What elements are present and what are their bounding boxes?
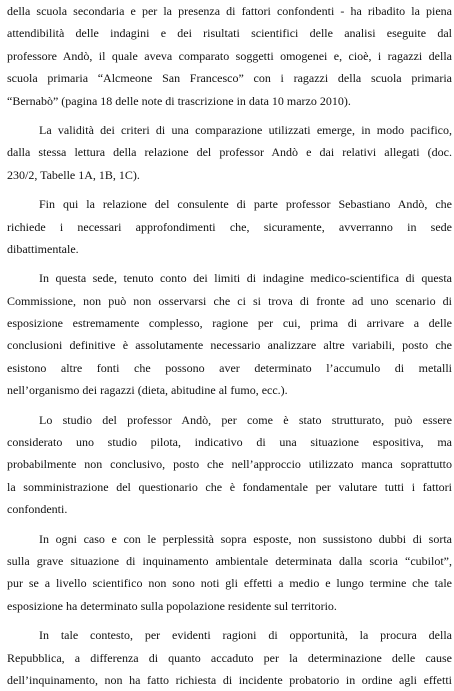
text-line: attendibilità delle indagini e dei risultati scientifici delle analisi eseguite dal bbox=[7, 26, 452, 41]
text-line: 230/2, Tabelle 1A, 1B, 1C). bbox=[7, 167, 140, 182]
text-line: “Bernabò” (pagina 18 delle note di trascrizione in data 10 marzo 2010). bbox=[7, 93, 351, 108]
text-line: In questa sede, tenuto conto dei limiti di indagine medico-scientifica di questa bbox=[39, 271, 452, 286]
text-line: la somministrazione del questionario che è fondamentale per valutare tutti i fattori bbox=[7, 479, 452, 494]
paragraph-1 bbox=[7, 0, 452, 112]
paragraph-6 bbox=[7, 528, 452, 618]
paragraph-3 bbox=[7, 193, 452, 260]
text-line: dibattimentale. bbox=[7, 241, 79, 256]
text-line: Lo studio del professor Andò, per come è stato strutturato, può essere bbox=[39, 412, 452, 427]
text-line: esposizione estremamente complesso, ragione per cui, prima di arrivare a delle bbox=[7, 316, 452, 331]
text-line: conclusioni definitive è assolutamente necessario analizzare altre variabili, posto che bbox=[7, 338, 452, 353]
text-line: Commissione, non può non osservarsi che ci si trova di fronte ad uno scenario di bbox=[7, 293, 452, 308]
text-line: nell’organismo dei ragazzi (dieta, abitudine al fumo, ecc.). bbox=[7, 383, 288, 398]
text-line: In tale contesto, per evidenti ragioni di opportunità, la procura della bbox=[39, 628, 452, 643]
text-line: La validità dei criteri di una comparazione utilizzati emerge, in modo pacifico, bbox=[39, 122, 452, 137]
text-line: In ogni caso e con le perplessità sopra esposte, non sussistono dubbi di sorta bbox=[39, 531, 452, 546]
text-line: Fin qui la relazione del consulente di parte professor Sebastiano Andò, che bbox=[39, 197, 452, 212]
text-line: dalla stessa lettura della relazione del professor Andò e dai relativi allegati (doc. bbox=[7, 145, 452, 160]
text-line: esistono altre fonti che possono aver determinato l’accumulo di metalli bbox=[7, 360, 452, 375]
text-line: considerato uno studio pilota, indicativo di una situazione espositiva, ma bbox=[7, 435, 452, 450]
paragraph-4 bbox=[7, 267, 452, 401]
text-line: professore Andò, il quale aveva comparato soggetti omogenei e, cioè, i ragazzi della bbox=[7, 48, 452, 63]
text-line: scuola primaria “Alcmeone San Francesco” con i ragazzi della scuola primaria bbox=[7, 71, 452, 86]
text-line: esposizione ha determinato sulla popolazione residente sul territorio. bbox=[7, 598, 337, 613]
paragraph-2 bbox=[7, 119, 452, 186]
text-line: richiede i necessari approfondimenti che, sicuramente, avverranno in sede bbox=[7, 219, 452, 234]
paragraph-5 bbox=[7, 409, 452, 521]
text-line: Repubblica, a differenza di quanto accaduto per la determinazione delle cause bbox=[7, 650, 452, 665]
text-line: della scuola secondaria e per la presenza di fattori confondenti - ha ribadito la piena bbox=[7, 4, 452, 18]
text-line: pur se a livello scientifico non sono noti gli effetti a medio e lungo termine che tale bbox=[7, 576, 452, 591]
paragraph-7 bbox=[7, 624, 452, 691]
text-line: confondenti. bbox=[7, 502, 68, 517]
text-line: dell’inquinamento, non ha fatto richiesta di incidente probatorio in ordine agli effetti bbox=[7, 672, 452, 687]
text-line: probabilmente non conclusivo, posto che nell’approccio utilizzato manca soprattutto bbox=[7, 457, 452, 472]
text-line: sulla grave situazione di inquinamento ambientale determinata dalla scoria “cubilot”, bbox=[7, 553, 452, 568]
